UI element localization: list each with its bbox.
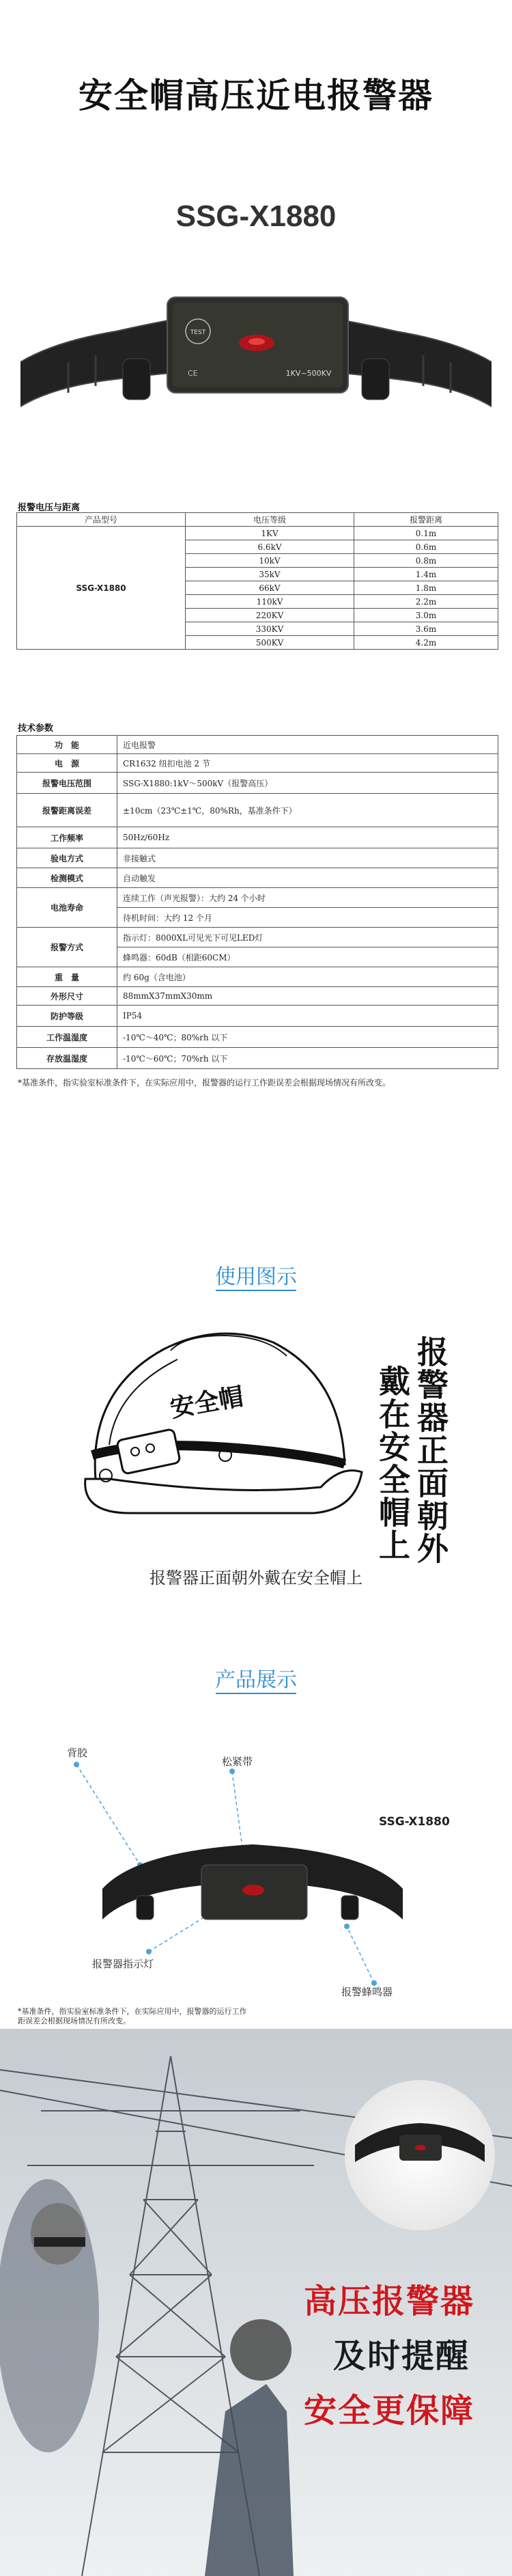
spec-key: 电池寿命	[17, 888, 117, 928]
spec-value: IP54	[117, 1006, 498, 1027]
spec-value: 非接触式	[117, 848, 498, 868]
label-buzzer: 报警蜂鸣器	[341, 1986, 393, 1998]
spec-row	[17, 1048, 498, 1069]
spec-key: 工作温湿度	[17, 1027, 117, 1048]
helmet-text: 安全帽	[168, 1383, 246, 1424]
spec-value: 50Hz/60Hz	[117, 827, 498, 848]
display-title: 产品展示	[215, 1668, 297, 1692]
spec-row	[17, 928, 498, 947]
distance-cell: 3.0m	[354, 609, 498, 622]
voltage-cell: 6.6kV	[186, 540, 354, 554]
voltage-cell: 110kV	[186, 595, 354, 609]
spec-value: -10℃～60℃；70%rh 以下	[117, 1048, 498, 1069]
header-model: 产品型号	[17, 513, 186, 527]
device-test-label: TEST	[190, 329, 206, 336]
spec-row	[17, 1006, 498, 1027]
banner-line3: 安全更保障	[304, 2392, 475, 2430]
table-row	[17, 527, 498, 540]
spec-value: 待机时间：大约 12 个月	[117, 908, 498, 928]
spec-key: 防护等级	[17, 1006, 117, 1027]
label-indicator: 报警器指示灯	[92, 1958, 154, 1970]
spec-section-label: 技术参数	[18, 723, 54, 734]
spec-value: 88mmX37mmX30mm	[117, 987, 498, 1006]
spec-value: -10℃～40℃；80%rh 以下	[117, 1027, 498, 1048]
distance-section-label: 报警电压与距离	[18, 503, 81, 513]
spec-value: 约 60g（含电池）	[117, 967, 498, 987]
usage-title-underline	[216, 1290, 296, 1291]
spec-note: *基准条件，指实验室标准条件下，在实际应用中，报警器的运行工作距误差会根据现场情况有所改变。	[18, 1078, 391, 1088]
usage-title: 使用图示	[215, 1265, 297, 1289]
helmet-illustration	[68, 1308, 369, 1527]
spec-value: ±10cm（23℃±1℃，80%Rh，基准条件下）	[117, 794, 498, 827]
product-strap-image	[14, 260, 498, 478]
spec-key: 工作频率	[17, 827, 117, 848]
header-distance: 报警距离	[354, 513, 498, 527]
spec-row	[17, 754, 498, 773]
spec-row	[17, 967, 498, 987]
label-back-glue: 背胶	[67, 1747, 88, 1759]
voltage-cell: 330KV	[186, 622, 354, 636]
spec-row	[17, 1027, 498, 1048]
spec-row	[17, 827, 498, 848]
header-voltage: 电压等级	[186, 513, 354, 527]
spec-table	[16, 735, 498, 1069]
spec-row	[17, 794, 498, 827]
usage-caption: 报警器正面朝外戴在安全帽上	[150, 1568, 362, 1588]
spec-key: 外形尺寸	[17, 987, 117, 1006]
voltage-cell: 35kV	[186, 568, 354, 581]
spec-key: 报警方式	[17, 928, 117, 967]
distance-cell: 1.8m	[354, 581, 498, 595]
distance-cell: 4.2m	[354, 636, 498, 650]
spec-key: 功 能	[17, 736, 117, 754]
device-ce-mark: CE	[188, 369, 198, 378]
spec-row	[17, 868, 498, 888]
spec-value: 指示灯：8000XL可见光下可见LED灯	[117, 928, 498, 947]
voltage-cell: 500KV	[186, 636, 354, 650]
display-note: *基准条件，指实验室标准条件下，在实际应用中，报警器的运行工作距误差会根据现场情况有所改变。	[18, 2007, 247, 2025]
usage-vertical-2: 戴在安全帽上	[374, 1365, 411, 1562]
distance-cell: 3.6m	[354, 622, 498, 636]
label-strap: 松紧带	[222, 1756, 253, 1768]
voltage-cell: 10kV	[186, 554, 354, 568]
spec-key: 报警距离误差	[17, 794, 117, 827]
spec-key: 报警电压范围	[17, 773, 117, 794]
display-title-underline	[216, 1693, 296, 1694]
spec-key: 验电方式	[17, 848, 117, 868]
distance-cell: 2.2m	[354, 595, 498, 609]
spec-row	[17, 987, 498, 1006]
spec-value: 近电报警	[117, 736, 498, 754]
voltage-cell: 66kV	[186, 581, 354, 595]
banner-line1: 高压报警器	[304, 2282, 475, 2321]
distance-cell: 0.8m	[354, 554, 498, 568]
spec-value: 蜂鸣器：60dB（相距60CM）	[117, 947, 498, 967]
distance-table	[16, 512, 498, 650]
spec-row	[17, 848, 498, 868]
banner-line2: 及时提醒	[333, 2337, 470, 2375]
spec-key: 电 源	[17, 754, 117, 773]
label-model: SSG-X1880	[379, 1815, 450, 1829]
spec-key: 检测模式	[17, 868, 117, 888]
spec-key: 重 量	[17, 967, 117, 987]
spec-row	[17, 888, 498, 908]
voltage-cell: 1KV	[186, 527, 354, 540]
banner-photo	[0, 2029, 512, 2576]
model-cell: SSG-X1880	[17, 527, 186, 650]
spec-value: 连续工作（声光报警）：大约 24 个小时	[117, 888, 498, 908]
voltage-cell: 220KV	[186, 609, 354, 622]
spec-value: SSG-X1880:1kV～500kV（报警高压）	[117, 773, 498, 794]
distance-cell: 0.6m	[354, 540, 498, 554]
distance-cell: 1.4m	[354, 568, 498, 581]
spec-key: 存放温湿度	[17, 1048, 117, 1069]
table-header-row	[17, 513, 498, 527]
spec-value: CR1632 纽扣电池 2 节	[117, 754, 498, 773]
device-range-label: 1KV~500KV	[285, 369, 332, 378]
usage-vertical-1: 报警器正面朝外	[412, 1335, 449, 1565]
spec-value: 自动触发	[117, 868, 498, 888]
distance-cell: 0.1m	[354, 527, 498, 540]
page-title: 安全帽高压近电报警器	[79, 76, 433, 115]
spec-row	[17, 773, 498, 794]
spec-row	[17, 736, 498, 754]
model-heading: SSG-X1880	[175, 199, 337, 233]
